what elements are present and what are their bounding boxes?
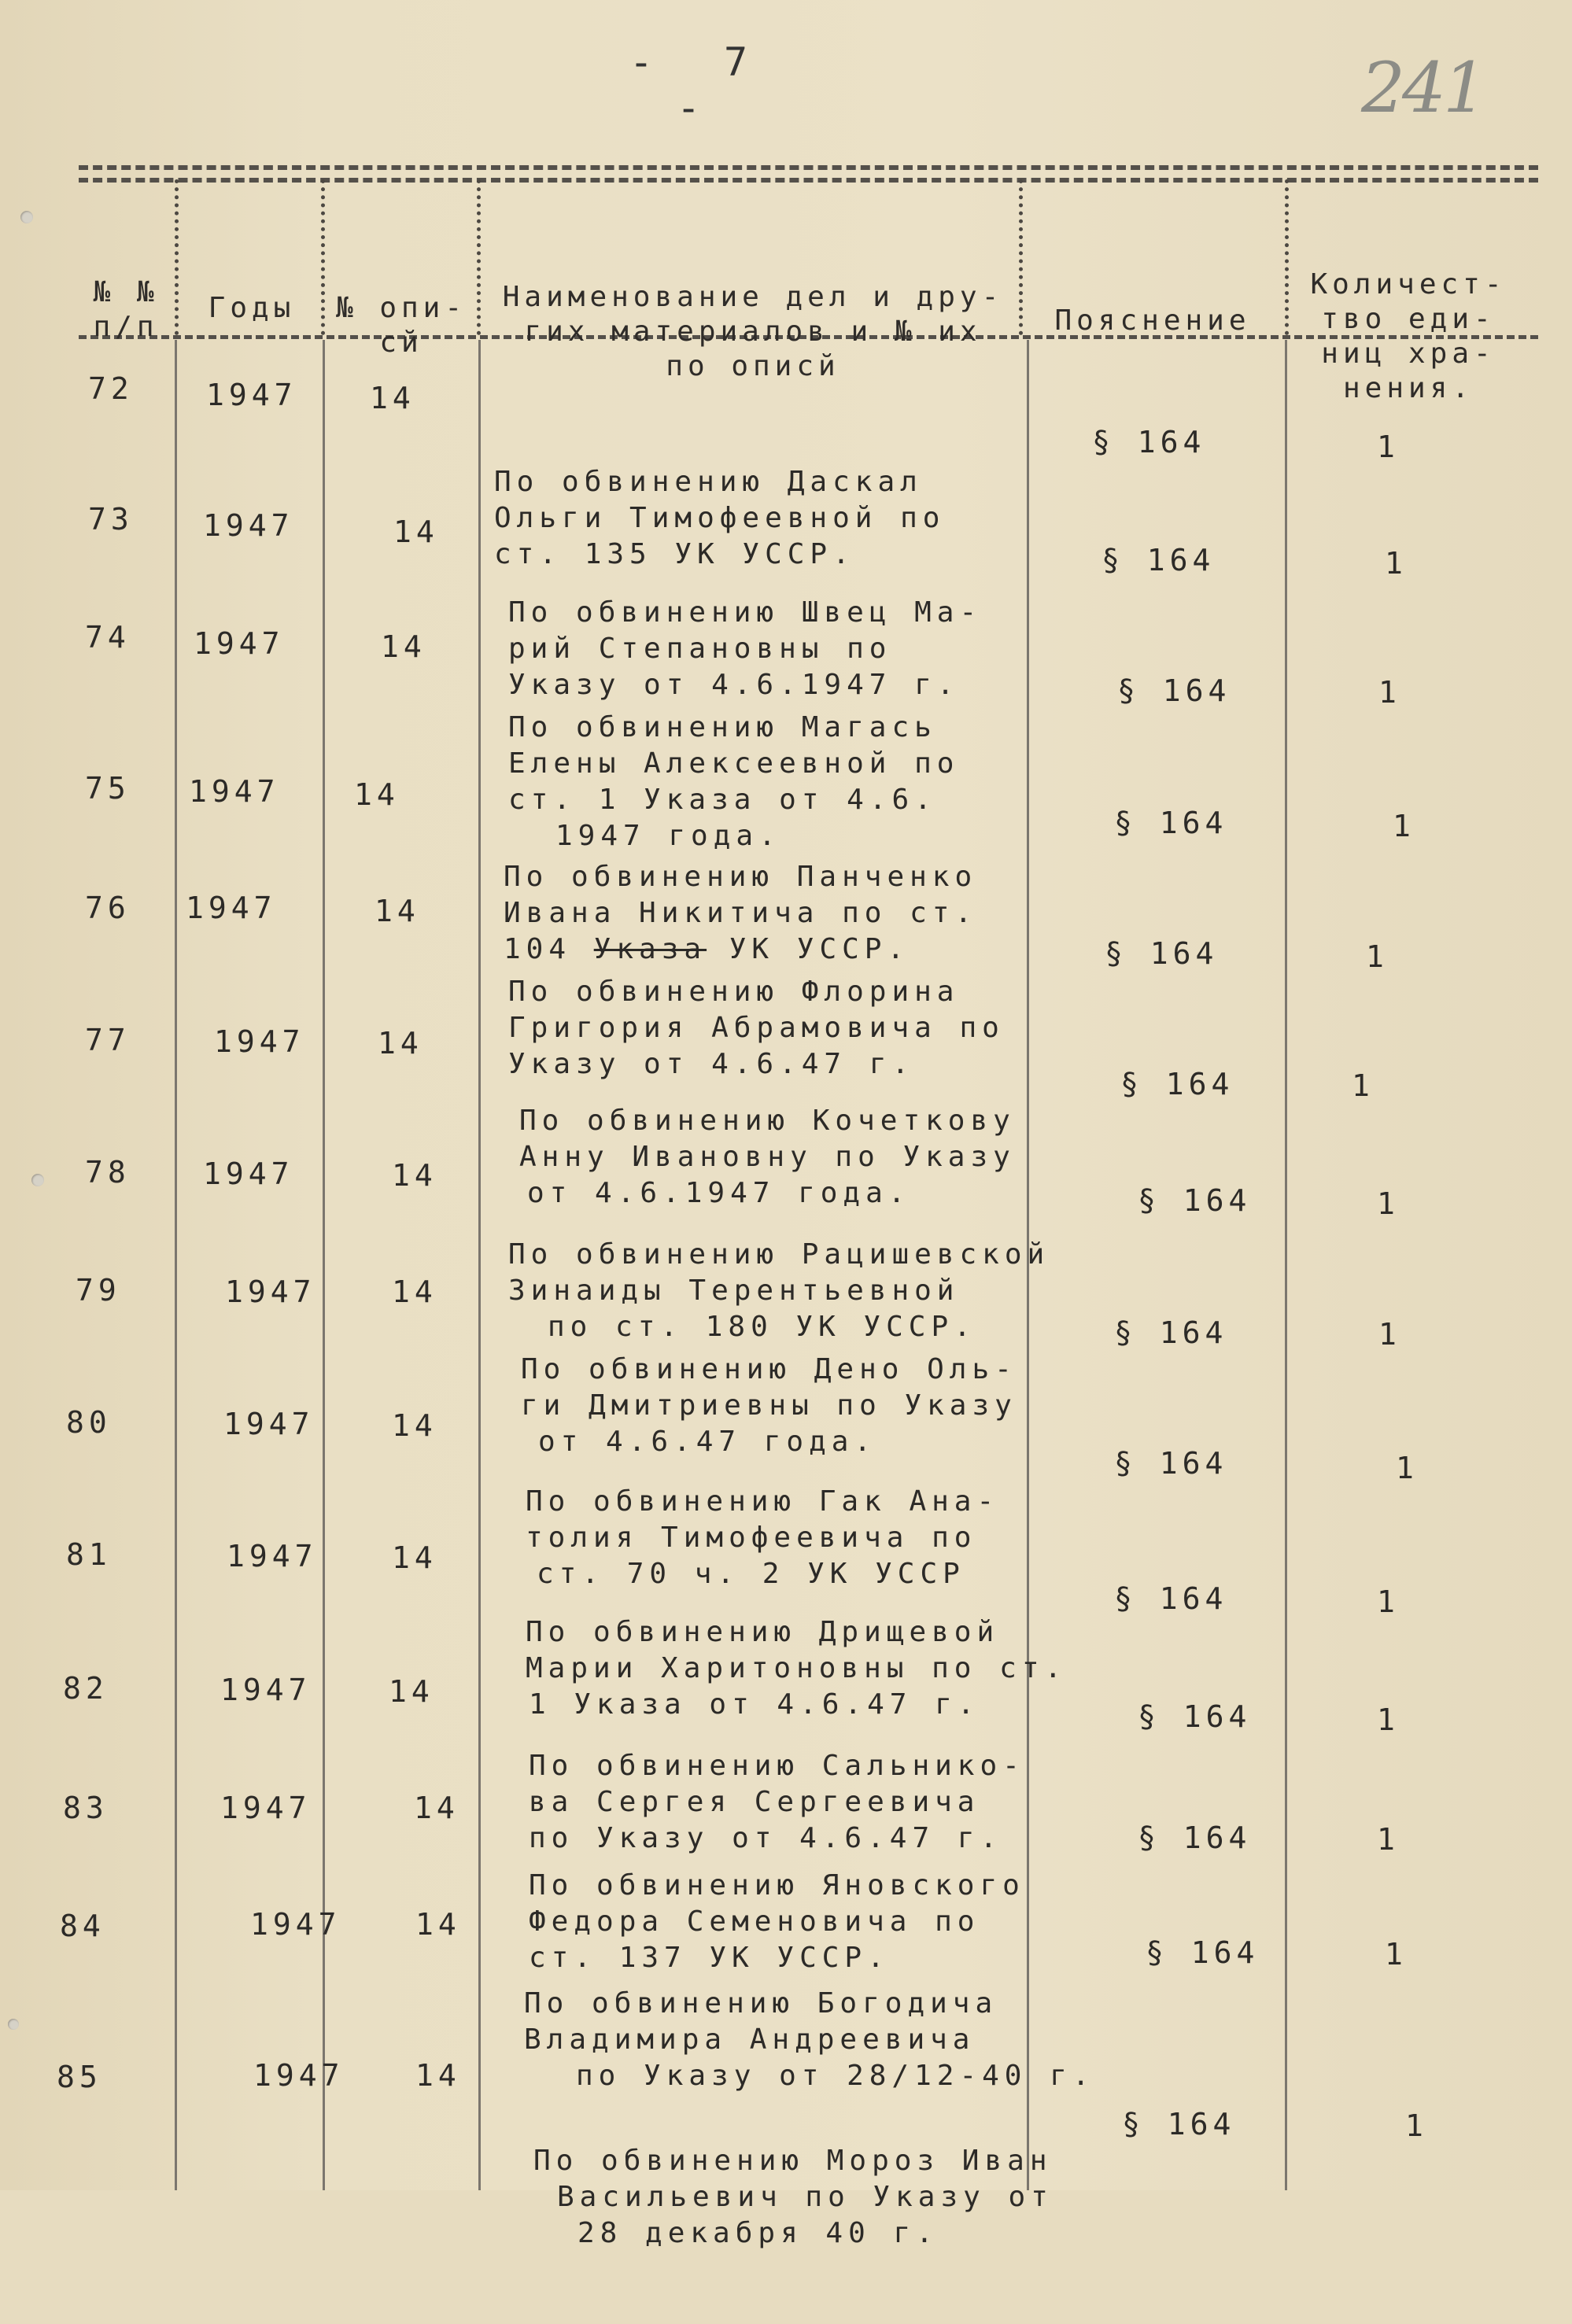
table-top-rule-2 xyxy=(79,178,1538,183)
header-divider xyxy=(175,179,179,335)
row-note: § 164 xyxy=(1105,936,1219,971)
row-number: 78 xyxy=(85,1155,131,1190)
row-number: 73 xyxy=(88,502,134,537)
binder-hole xyxy=(20,211,33,223)
row-number: 72 xyxy=(88,371,134,406)
row-description: По обвинению Яновского Федора Семеновича по ст. 137 УК УССР. xyxy=(529,1869,1025,1974)
row-note: § 164 xyxy=(1146,1935,1260,1970)
row-number: 84 xyxy=(60,1909,105,1943)
row-inventory: 14 xyxy=(393,515,439,549)
row-number: 82 xyxy=(63,1671,109,1706)
row-description: По обвинению Флорина Григория Абрамовича по Указу от 4.6.47 г. xyxy=(508,976,1005,1080)
page-number: - 7 - xyxy=(629,39,772,131)
row-note: § 164 xyxy=(1114,1581,1228,1616)
row-inventory: 14 xyxy=(381,629,426,664)
row-description: По обвинению Панченко Ивана Никитича по ст. 104 Указа УК УССР. xyxy=(504,861,978,965)
header-title: Наименование дел и дру- гих материалов и № их по описй xyxy=(502,281,1004,382)
row-number: 83 xyxy=(63,1791,109,1825)
row-description: По обвинению Гак Ана- толия Тимофеевича по ст. 70 ч. 2 УК УССР xyxy=(526,1485,1000,1590)
archive-sheet-number: 241 xyxy=(1361,47,1484,128)
header-number: № № п/п xyxy=(93,276,159,343)
header-units: Количест- тво еди- ниц хра- нения. xyxy=(1310,268,1507,404)
row-year: 1947 xyxy=(227,1539,318,1573)
row-number: 80 xyxy=(66,1405,112,1440)
header-inventory: № опи- сй xyxy=(335,292,467,359)
row-note: § 164 xyxy=(1092,425,1206,459)
header-divider xyxy=(321,179,325,335)
row-units: 1 xyxy=(1377,1702,1400,1737)
column-line xyxy=(1285,340,1287,2190)
row-number: 79 xyxy=(76,1273,121,1308)
row-note: § 164 xyxy=(1138,1820,1252,1855)
row-year: 1947 xyxy=(220,1791,312,1825)
row-inventory: 14 xyxy=(415,2058,461,2093)
row-inventory: 14 xyxy=(392,1275,437,1309)
row-note: § 164 xyxy=(1102,543,1216,577)
row-year: 1947 xyxy=(214,1024,305,1059)
row-description: По обвинению Магась Елены Алексеевной по ст. 1 Указа от 4.6. 1947 года. xyxy=(508,711,960,852)
row-number: 76 xyxy=(85,891,131,925)
row-year: 1947 xyxy=(225,1275,316,1309)
row-inventory: 14 xyxy=(392,1540,437,1575)
row-note: § 164 xyxy=(1114,1315,1228,1350)
header-note: Пояснение xyxy=(1054,304,1251,337)
row-units: 1 xyxy=(1396,1451,1419,1485)
row-units: 1 xyxy=(1366,939,1389,974)
row-year: 1947 xyxy=(253,2058,345,2093)
header-divider xyxy=(1285,179,1289,335)
row-units: 1 xyxy=(1385,546,1408,581)
row-description: По обвинению Дено Оль- ги Дмитриевны по Указу от 4.6.47 года. xyxy=(521,1353,1017,1458)
binder-hole xyxy=(8,2019,19,2030)
row-inventory: 14 xyxy=(370,381,415,415)
row-units: 1 xyxy=(1377,430,1400,464)
row-units: 1 xyxy=(1377,1584,1400,1619)
row-inventory: 14 xyxy=(392,1158,437,1193)
row-note: § 164 xyxy=(1114,806,1228,840)
row-units: 1 xyxy=(1378,1317,1401,1352)
row-note: § 164 xyxy=(1122,2107,1236,2141)
row-description: По обвинению Швец Ма- рий Степановны по Указу от 4.6.1947 г. xyxy=(508,596,983,701)
column-line xyxy=(478,340,481,2190)
table-top-rule xyxy=(79,165,1538,170)
row-description: По обвинению Сальнико- ва Сергея Сергеевича по Указу от 4.6.47 г. xyxy=(529,1750,1025,1854)
binder-hole xyxy=(31,1174,44,1186)
row-description: По обвинению Даскал Ольги Тимофеевной по ст. 135 УК УССР. xyxy=(494,466,946,570)
row-number: 74 xyxy=(85,620,131,655)
row-description: По обвинению Рацишевской Зинаиды Терентьевной по ст. 180 УК УССР. xyxy=(508,1238,1050,1343)
row-units: 1 xyxy=(1393,809,1415,843)
row-year: 1947 xyxy=(203,1156,294,1191)
row-note: § 164 xyxy=(1138,1183,1252,1218)
row-units: 1 xyxy=(1378,675,1401,710)
row-year: 1947 xyxy=(250,1907,341,1942)
row-units: 1 xyxy=(1352,1068,1375,1103)
header-divider xyxy=(477,179,481,335)
row-description: По обвинению Кочеткову Анну Ивановну по Указу от 4.6.1947 года. xyxy=(519,1105,1016,1209)
row-number: 75 xyxy=(85,771,131,806)
row-year: 1947 xyxy=(194,626,285,661)
row-description: По обвинению Богодича Владимира Андреевича по Указу от 28/12-40 г. xyxy=(524,1987,1095,2092)
row-year: 1947 xyxy=(203,508,294,543)
row-note: § 164 xyxy=(1117,673,1231,708)
row-year: 1947 xyxy=(223,1407,315,1441)
row-description: По обвинению Мороз Иван Васильевич по Указу от 28 декабря 40 г. xyxy=(533,2145,1054,2249)
row-inventory: 14 xyxy=(354,777,400,812)
row-note: § 164 xyxy=(1138,1699,1252,1734)
row-note: § 164 xyxy=(1114,1446,1228,1481)
row-inventory: 14 xyxy=(415,1907,461,1942)
column-line xyxy=(175,340,177,2190)
row-units: 1 xyxy=(1377,1822,1400,1857)
row-inventory: 14 xyxy=(414,1791,459,1825)
row-inventory: 14 xyxy=(378,1026,423,1061)
row-inventory: 14 xyxy=(389,1674,434,1709)
row-inventory: 14 xyxy=(392,1408,437,1443)
row-year: 1947 xyxy=(189,774,280,809)
row-year: 1947 xyxy=(206,378,297,412)
row-description: По обвинению Дрищевой Марии Харитоновны по ст. 1 Указа от 4.6.47 г. xyxy=(526,1616,1068,1721)
row-number: 81 xyxy=(66,1537,112,1572)
header-years: Годы xyxy=(208,292,296,324)
row-note: § 164 xyxy=(1120,1067,1234,1101)
row-inventory: 14 xyxy=(375,894,420,928)
row-units: 1 xyxy=(1405,2108,1428,2143)
row-number: 85 xyxy=(57,2060,102,2094)
row-units: 1 xyxy=(1377,1186,1400,1221)
row-year: 1947 xyxy=(220,1673,312,1707)
row-number: 77 xyxy=(85,1023,131,1057)
row-units: 1 xyxy=(1385,1937,1408,1972)
row-year: 1947 xyxy=(186,891,277,925)
